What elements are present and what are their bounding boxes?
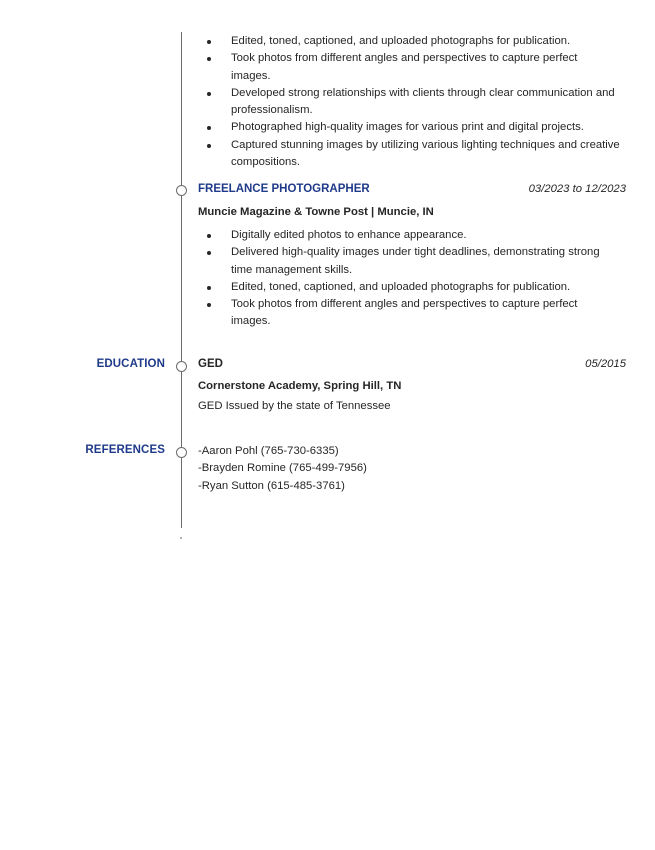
section-label-education: EDUCATION bbox=[96, 358, 165, 370]
education-note: GED Issued by the state of Tennessee bbox=[198, 400, 391, 412]
education-date: 05/2015 bbox=[585, 358, 626, 370]
list-item: Photographed high-quality images for various print and digital projects. bbox=[205, 119, 620, 136]
list-item: Captured stunning images by utilizing various lighting techniques and creative compositions. bbox=[205, 137, 620, 172]
list-item: Developed strong relationships with clients through clear communication and professionalism. bbox=[205, 85, 620, 120]
list-item: Took photos from different angles and perspectives to capture perfect images. bbox=[205, 296, 620, 331]
reference-item: -Ryan Sutton (615-485-3761) bbox=[198, 479, 345, 492]
job-title: FREELANCE PHOTOGRAPHER bbox=[198, 183, 370, 195]
timeline-dot-education bbox=[176, 361, 187, 372]
education-school: Cornerstone Academy, Spring Hill, TN bbox=[198, 380, 402, 392]
timeline-dot-freelance bbox=[176, 185, 187, 196]
reference-item: -Brayden Romine (765-499-7956) bbox=[198, 462, 367, 475]
list-item: Edited, toned, captioned, and uploaded photographs for publication. bbox=[205, 33, 620, 50]
list-item: Edited, toned, captioned, and uploaded photographs for publication. bbox=[205, 279, 620, 296]
list-item: Delivered high-quality images under tight deadlines, demonstrating strong time management skills. bbox=[205, 244, 620, 279]
timeline-end-dot bbox=[180, 537, 182, 539]
freelance-job-bullets bbox=[205, 227, 620, 331]
list-item: Took photos from different angles and perspectives to capture perfect images. bbox=[205, 50, 620, 85]
previous-job-bullets bbox=[205, 33, 620, 171]
job-company: Muncie Magazine & Towne Post | Muncie, IN bbox=[198, 206, 434, 218]
reference-item: -Aaron Pohl (765-730-6335) bbox=[198, 445, 339, 457]
timeline-dot-references bbox=[176, 447, 187, 458]
section-label-references: REFERENCES bbox=[85, 444, 165, 456]
references-list bbox=[198, 443, 367, 495]
job-dates: 03/2023 to 12/2023 bbox=[528, 183, 626, 195]
list-item: Digitally edited photos to enhance appearance. bbox=[205, 227, 620, 244]
education-degree: GED bbox=[198, 358, 223, 370]
